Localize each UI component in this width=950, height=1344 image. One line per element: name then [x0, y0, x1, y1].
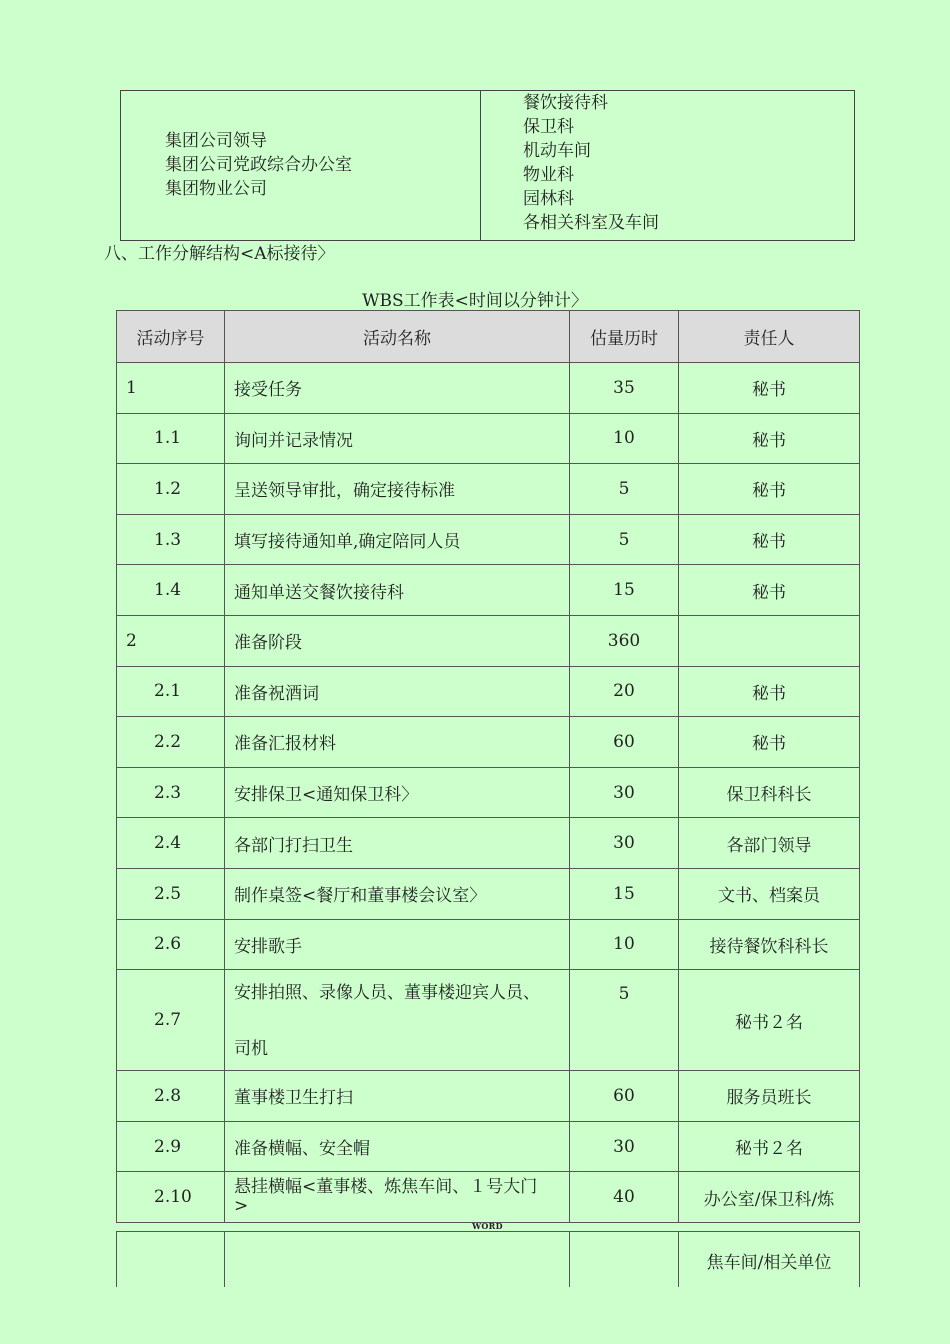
activity-id: 2.5	[117, 868, 225, 919]
activity-owner: 接待餐饮科科长	[679, 919, 860, 970]
activity-name: 安排保卫<通知保卫科〉	[225, 767, 570, 818]
activity-owner: 秘书	[679, 413, 860, 464]
dept-item: 保卫科	[523, 117, 574, 137]
activity-name-line: 悬挂横幅<董事楼、炼焦车间、１号大门	[234, 1177, 538, 1198]
column-divider	[480, 91, 481, 240]
header-duration: 估量历时	[570, 311, 679, 363]
activity-name	[225, 1232, 570, 1287]
activity-name: 各部门打扫卫生	[225, 818, 570, 869]
activity-duration	[570, 1232, 679, 1287]
org-item: 集团公司党政综合办公室	[165, 155, 352, 175]
activity-duration: 30	[570, 767, 679, 818]
table-row	[117, 767, 860, 818]
activity-duration: 5	[570, 970, 679, 1071]
table-row	[117, 615, 860, 666]
activity-name: 董事楼卫生打扫	[225, 1071, 570, 1122]
activity-owner	[679, 615, 860, 666]
activity-name: 填写接待通知单,确定陪同人员	[225, 514, 570, 565]
dept-item: 物业科	[523, 165, 574, 185]
page-footer-mark: WORD	[472, 1221, 503, 1231]
activity-name: 准备汇报材料	[225, 717, 570, 768]
activity-id: 2.7	[117, 970, 225, 1071]
activity-duration: 15	[570, 565, 679, 616]
activity-duration: 60	[570, 1071, 679, 1122]
activity-name: 通知单送交餐饮接待科	[225, 565, 570, 616]
table-row	[117, 717, 860, 768]
activity-id: 1.4	[117, 565, 225, 616]
activity-name: 准备阶段	[225, 615, 570, 666]
activity-duration: 10	[570, 919, 679, 970]
activity-owner: 秘书	[679, 464, 860, 515]
activity-name: 安排歌手	[225, 919, 570, 970]
activity-id: 2	[117, 615, 225, 666]
activity-id: 2.10	[117, 1172, 225, 1223]
table-row	[117, 919, 860, 970]
activity-owner: 秘书２名	[679, 1121, 860, 1172]
activity-owner: 焦车间/相关单位	[679, 1232, 860, 1287]
activity-id: 1	[117, 363, 225, 414]
dept-item: 园林科	[523, 189, 574, 209]
header-activity-id: 活动序号	[117, 311, 225, 363]
table-caption: WBS工作表<时间以分钟计〉	[362, 291, 588, 311]
table-row	[117, 818, 860, 869]
header-owner: 责任人	[679, 311, 860, 363]
activity-owner: 保卫科科长	[679, 767, 860, 818]
table-row	[117, 413, 860, 464]
org-item: 集团公司领导	[165, 131, 267, 151]
section-heading: 八、工作分解结构<A标接待〉	[104, 244, 335, 264]
activity-id: 2.1	[117, 666, 225, 717]
activity-duration: 40	[570, 1172, 679, 1223]
left-organization-list	[165, 129, 352, 201]
activity-owner: 秘书	[679, 363, 860, 414]
table-row	[117, 565, 860, 616]
table-row	[117, 970, 860, 1071]
table-row	[117, 1232, 860, 1287]
activity-owner: 办公室/保卫科/炼	[679, 1172, 860, 1223]
activity-name: 询问并记录情况	[225, 413, 570, 464]
activity-name-line: 司机	[234, 1039, 268, 1060]
activity-duration: 20	[570, 666, 679, 717]
activity-id: 2.6	[117, 919, 225, 970]
activity-id: 1.3	[117, 514, 225, 565]
activity-name: 接受任务	[225, 363, 570, 414]
activity-owner: 秘书	[679, 514, 860, 565]
activity-name: 准备横幅、安全帽	[225, 1121, 570, 1172]
activity-duration: 360	[570, 615, 679, 666]
table-row	[117, 666, 860, 717]
activity-name: 呈送领导审批，确定接待标准	[225, 464, 570, 515]
activity-name: 准备祝酒词	[225, 666, 570, 717]
activity-owner: 秘书２名	[679, 970, 860, 1071]
table-row	[117, 1172, 860, 1223]
activity-name	[225, 1172, 570, 1223]
table-row	[117, 514, 860, 565]
wbs-table	[116, 310, 860, 1223]
table-row	[117, 1121, 860, 1172]
activity-duration: 5	[570, 514, 679, 565]
activity-owner: 秘书	[679, 666, 860, 717]
dept-item: 各相关科室及车间	[523, 213, 659, 233]
activity-id: 2.2	[117, 717, 225, 768]
right-department-list	[523, 91, 659, 235]
activity-id: 2.9	[117, 1121, 225, 1172]
activity-owner: 文书、档案员	[679, 868, 860, 919]
activity-id: 2.8	[117, 1071, 225, 1122]
activity-duration: 30	[570, 818, 679, 869]
dept-item: 机动车间	[523, 141, 591, 161]
dept-item: 餐饮接待科	[523, 93, 608, 113]
activity-name: 制作桌签<餐厅和董事楼会议室〉	[225, 868, 570, 919]
header-activity-name: 活动名称	[225, 311, 570, 363]
table-row	[117, 363, 860, 414]
activity-duration: 10	[570, 413, 679, 464]
wbs-table-continuation	[116, 1231, 860, 1287]
table-row	[117, 868, 860, 919]
activity-owner: 秘书	[679, 717, 860, 768]
activity-duration: 30	[570, 1121, 679, 1172]
activity-id: 1.1	[117, 413, 225, 464]
activity-id: 1.2	[117, 464, 225, 515]
activity-duration: 35	[570, 363, 679, 414]
table-row	[117, 464, 860, 515]
activity-owner: 秘书	[679, 565, 860, 616]
activity-id: 2.3	[117, 767, 225, 818]
activity-id	[117, 1232, 225, 1287]
activity-name	[225, 970, 570, 1071]
activity-duration: 15	[570, 868, 679, 919]
table-row	[117, 1071, 860, 1122]
activity-duration: 5	[570, 464, 679, 515]
organization-table	[120, 90, 855, 241]
activity-name-line: >	[234, 1196, 249, 1217]
activity-name-line: 安排拍照、录像人员、董事楼迎宾人员、	[234, 983, 540, 1004]
activity-owner: 服务员班长	[679, 1071, 860, 1122]
header-row	[117, 311, 860, 363]
activity-duration: 60	[570, 717, 679, 768]
org-item: 集团物业公司	[165, 179, 267, 199]
activity-name-line	[234, 1006, 569, 1034]
activity-owner: 各部门领导	[679, 818, 860, 869]
activity-id: 2.4	[117, 818, 225, 869]
